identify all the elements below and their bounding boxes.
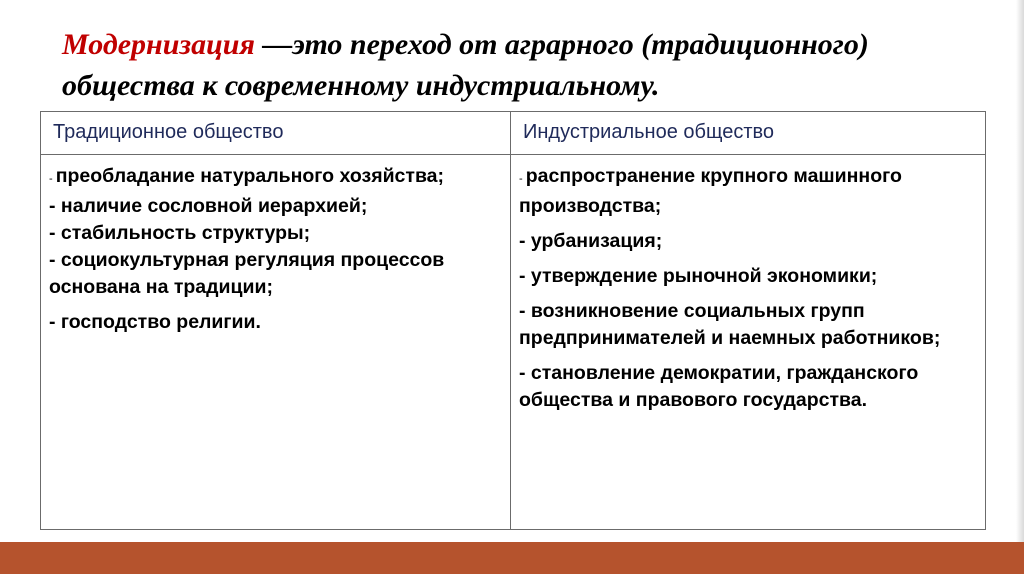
list-item	[49, 163, 502, 193]
list-item-text: - социокультурная регуляция процессов основана на традиции;	[49, 249, 445, 298]
slide-heading	[62, 24, 992, 106]
traditional-society-cell	[41, 155, 511, 530]
list-item-dash: -	[49, 173, 56, 185]
heading-term: Модернизация	[62, 28, 255, 61]
list-item	[519, 228, 977, 255]
list-item-text: - возникновение социальных групп предпринимателей и наемных работников;	[519, 300, 941, 349]
header-traditional-society: Традиционное общество	[41, 112, 511, 155]
industrial-society-cell	[511, 155, 986, 530]
list-item-dash: -	[519, 173, 526, 185]
list-item	[49, 193, 502, 220]
list-item	[49, 309, 502, 336]
heading-definition: —это переход от аграрного (традиционного) общества к современному индустриальному.	[62, 28, 869, 102]
bottom-accent-bar	[0, 542, 1024, 574]
list-item-text: распространение крупного машинного производства;	[519, 165, 902, 217]
list-item-text: - становление демократии, гражданского общества и правового государства.	[519, 362, 919, 411]
comparison-table	[40, 111, 986, 530]
list-item	[49, 220, 502, 247]
list-item	[519, 163, 977, 220]
slide-edge-shadow	[1016, 0, 1024, 542]
list-item-text: - утверждение рыночной экономики;	[519, 265, 878, 287]
list-item-text: преобладание натурального хозяйства;	[55, 165, 445, 187]
list-item-text: - урбанизация;	[519, 230, 663, 252]
list-item	[519, 263, 977, 290]
list-item	[519, 298, 977, 352]
list-item-text: - наличие сословной иерархией;	[49, 195, 368, 217]
header-industrial-society: Индустриальное общество	[511, 112, 986, 155]
list-item-text: - господство религии.	[49, 311, 261, 333]
table-row	[41, 155, 986, 530]
table-header-row	[41, 112, 986, 155]
list-item	[49, 247, 502, 301]
list-item-text: - стабильность структуры;	[49, 222, 311, 244]
list-item	[519, 360, 977, 414]
